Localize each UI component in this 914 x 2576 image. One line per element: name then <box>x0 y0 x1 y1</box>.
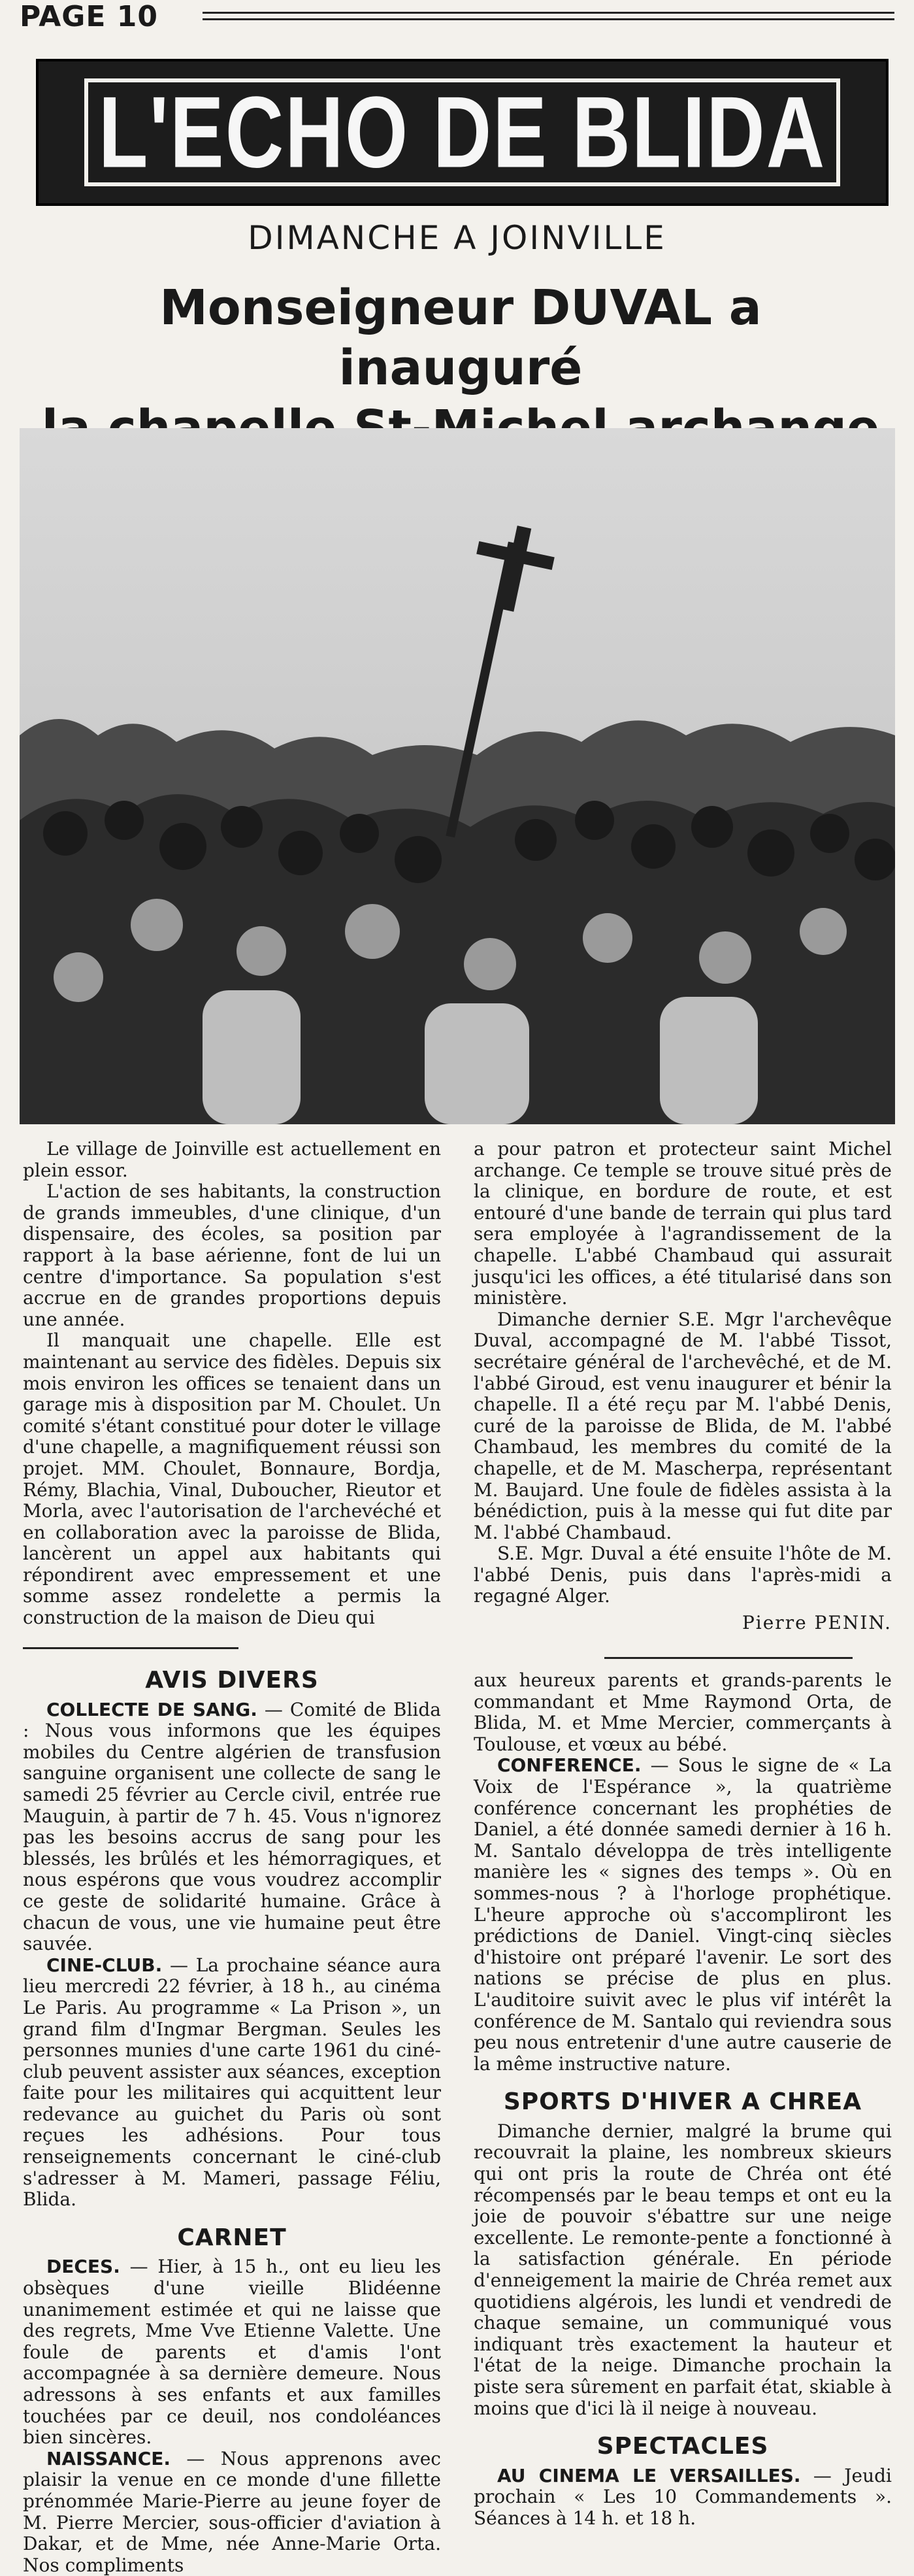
naissance-lead: NAISSANCE. <box>46 2447 171 2469</box>
article-column-1 <box>23 1139 441 1629</box>
collecte-de-sang-notice <box>23 1699 441 1955</box>
conference-text: — Sous le signe de « La Voix de l'Espérance », la quatrième conférence concernant les prophéties de Daniel, a été donnée samedi dernier à 16 h. M. Santalo développa de très intelligente manière les « signes des temps ». Où en sommes-nous ? à l'horloge prophétique. L'heure approche où s'accompliront les prédictions de Daniel. Vingt-cinq siècles d'histoire ont préparé l'avenir. Le sort des nations se précise de plus en plus. L'auditoire suivit avec le plus vif intérêt la conférence de M. Santalo qui reviendra sous peu nous entretenir d'une autre causerie de la même instructive nature. <box>474 1754 892 2075</box>
separator-rule <box>23 1647 238 1649</box>
article-paragraph: Dimanche dernier S.E. Mgr l'archevêque Duval, accompagné de M. l'abbé Tissot, secrétaire général de l'archevêché, et de M. l'abbé Giroud, est venu inaugurer et bénir la chapelle. Il a été reçu par M. l'abbé Denis, curé de la paroisse de Blida, de M. l'abbé Chambaud, les membres du comité de la chapelle, et de M. Mascherpa, représentant M. Baujard. Une foule de fidèles assista à la bénédiction, puis à la messe qui fut dite par M. l'abbé Chambaud. <box>474 1308 892 1543</box>
article-kicker: DIMANCHE A JOINVILLE <box>248 219 666 257</box>
headline-line-1: Monseigneur DUVAL a inauguré <box>159 280 762 396</box>
collecte-lead: COLLECTE DE SANG. <box>46 1698 257 1720</box>
cine-lead: CINE-CLUB. <box>46 1954 163 1976</box>
article-paragraph: Il manquait une chapelle. Elle est maintenant au service des fidèles. Depuis six mois environ les offices se tenaient dans un garage mis à disposition par M. Choulet. Un comité s'étant constitué pour doter le village d'une chapelle, a magnifiquement réussi son projet. MM. Choulet, Bonnaure, Bordja, Rémy, Blachia, Vinal, Duboucher, Rieutor et Morla, avec l'autorisation de l'archevéché et en collaboration avec la paroisse de Blida, lancèrent un appel aux habitants qui répondirent avec empressement et une somme assez rondelette a permis la construction de la maison de Dieu qui <box>23 1330 441 1629</box>
spectacles-lead: AU CINEMA LE VERSAILLES. <box>497 2464 801 2486</box>
separator-rule <box>604 1657 853 1659</box>
deces-lead: DECES. <box>46 2256 120 2278</box>
article-paragraph: Le village de Joinville est actuellement en plein essor. <box>23 1138 441 1181</box>
naissance-text: — Nous apprenons avec plaisir la venue en ce monde d'une fillette prénommée Marie-Pierre au jeune foyer de M. Pierre Mercier, sous-officier d'aviation à Dakar, et de Mme, née Anne-Marie Orta. Nos compliments <box>23 2447 441 2576</box>
page-header <box>20 0 894 38</box>
naissance-notice <box>23 2449 441 2576</box>
conference-lead: CONFERENCE. <box>497 1754 642 1777</box>
cine-club-notice <box>23 1955 441 2211</box>
collecte-text: — Comité de Blida : Nous vous informons que les équipes mobiles du Centre algérien de transfusion sanguine organisent une collecte de sang le samedi 25 février au Cercle civil, entrée rue Mauguin, à partir de 7 h. 45. Vous n'ignorez pas les besoins accrus de sang pour les blessés, les brûlés et les hémorragiques, et nous espérons que vous voudrez accomplir ce geste de solidarité humaine. Grâce à chacun de vous, une vie humaine peut être sauvée. <box>23 1698 441 1955</box>
avis-divers-title: AVIS DIVERS <box>145 1667 319 1694</box>
article-column-2 <box>474 1139 892 1634</box>
header-rule <box>203 12 894 20</box>
spectacles-text: — Jeudi prochain « Les 10 Commandements ». Séances à 14 h. et 18 h. <box>474 2464 892 2529</box>
article-photo <box>20 428 895 1124</box>
page-number: PAGE 10 <box>20 0 158 33</box>
masthead-frame <box>84 76 840 189</box>
conference-notice <box>474 1755 892 2075</box>
article-paragraph: L'action de ses habitants, la construction de grands immeubles, d'une clinique, d'un dispensaire, des écoles, sa position par rapport à la base aérienne, font de lui un centre d'importance. Sa population s'est accrue en de grandes proportions depuis une année. <box>23 1180 441 1330</box>
article-paragraph: S.E. Mgr. Duval a été ensuite l'hôte de M. l'abbé Denis, puis dans l'après-midi a regagné Alger. <box>474 1543 892 1607</box>
spectacles-title: SPECTACLES <box>596 2433 769 2460</box>
article-paragraph: a pour patron et protecteur saint Michel archange. Ce temple se trouve situé près de la clinique, en bordure de route, et est entouré d'une bande de terrain qui plus tard sera employée à l'agrandissement de la chapelle. L'abbé Chambaud qui assurait jusqu'ici les offices, a été titularisé dans son ministère. <box>474 1138 892 1309</box>
deces-text: — Hier, à 15 h., ont eu lieu les obsèques d'une vieille Blidéenne unanimement estimée et qui ne laisse que des regrets, Mme Vve Etienne Valette. Une foule de parents et d'amis l'ont accompagnée à sa dernière demeure. Nous adressons à ses enfants et aux familles touchées par ce deuil, nos condoléances bien sincères. <box>23 2256 441 2449</box>
photo-crowd-cross <box>20 428 895 1124</box>
cine-text: — La prochaine séance aura lieu mercredi 22 février, à 18 h., au cinéma Le Paris. Au programme « La Prison », un grand film d'Ingmar Bergman. Seules les personnes munies d'une carte 1961 du ciné-club peuvent assister aux séances, exception faite pour les militaires qui acquittent leur redevance au guichet du Paris où sont reçues les adhésions. Pour tous renseignements concernant le ciné-club s'adresser à M. Mameri, passage Féliu, Blida. <box>23 1954 441 2211</box>
notices-column-left <box>23 1667 441 2576</box>
notices-column-right <box>474 1670 892 2530</box>
deces-notice <box>23 2256 441 2448</box>
masthead-title: L'ECHO DE BLIDA <box>98 76 826 189</box>
sports-title: SPORTS D'HIVER A CHREA <box>503 2088 862 2116</box>
naissance-continued: aux heureux parents et grands-parents le commandant et Mme Raymond Orta, de Blida, M. et Mme Mercier, commerçants à Toulouse, et vœux au bébé. <box>474 1669 892 1755</box>
carnet-title: CARNET <box>177 2224 287 2251</box>
masthead <box>36 59 889 206</box>
sports-text: Dimanche dernier, malgré la brume qui recouvrait la plaine, les nombreux skieurs qui ont pris la route de Chréa ont été récompensés par le beau temps et ont eu la joie de pouvoir s'ébattre sur une neige excellente. Le remonte-pente a fonctionné à la satisfaction générale. En période d'enneigement la mairie de Chréa remet aux quotidiens algérois, les lundi et vendredi de chaque semaine, un communiqué vous indiquant très exactement la hauteur et l'état de la neige. Dimanche prochain la piste sera sûrement en parfait état, skiable à moins que d'ici là il neige à nouveau. <box>474 2120 892 2419</box>
article-signature: Pierre PENIN. <box>742 1612 892 1634</box>
spectacles-notice <box>474 2466 892 2530</box>
